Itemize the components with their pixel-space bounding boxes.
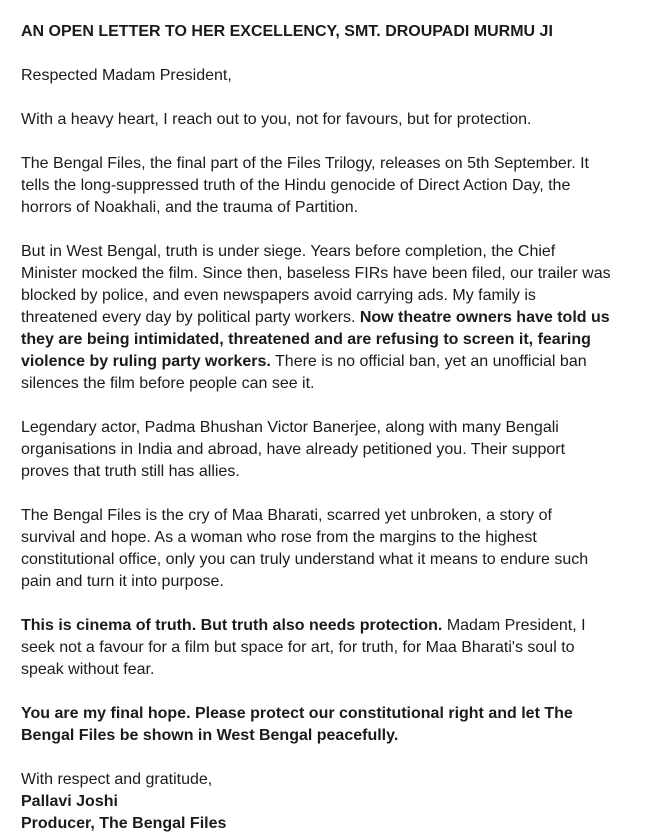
- paragraph-line: Minister mocked the film. Since then, baseless FIRs have been filed, our trailer was: [21, 265, 611, 282]
- siege-paragraph: [21, 241, 641, 395]
- paragraph-line: seek not a favour for a film but space for art, for truth, for Maa Bharati's soul to: [21, 639, 575, 656]
- paragraph-line: Madam President, I: [442, 617, 586, 634]
- maa-bharati-paragraph: [21, 505, 641, 593]
- support-paragraph: [21, 417, 641, 483]
- release-paragraph: [21, 153, 641, 219]
- emphasis-text: Bengal Files be shown in West Bengal peacefully.: [21, 727, 399, 744]
- paragraph-line: The Bengal Files is the cry of Maa Bharati, scarred yet unbroken, a story of: [21, 507, 552, 524]
- salutation: Respected Madam President,: [21, 67, 232, 84]
- signature-title: Producer, The Bengal Files: [21, 815, 227, 832]
- open-letter: [21, 21, 641, 835]
- emphasis-text: violence by ruling party workers.: [21, 353, 271, 370]
- paragraph-line: silences the film before people can see it.: [21, 375, 315, 392]
- paragraph-line: organisations in India and abroad, have already petitioned you. Their support: [21, 441, 566, 458]
- paragraph-line: proves that truth still has allies.: [21, 463, 240, 480]
- paragraph-line: speak without fear.: [21, 661, 155, 678]
- signature-name: Pallavi Joshi: [21, 793, 118, 810]
- paragraph-line: constitutional office, only you can truly understand what it means to endure such: [21, 551, 589, 568]
- emphasis-text: Now theatre owners have told us: [359, 309, 610, 326]
- paragraph-line: There is no official ban, yet an unofficial ban: [270, 353, 587, 370]
- final-hope-paragraph: [21, 703, 641, 747]
- emphasis-text: You are my final hope. Please protect our constitutional right and let The: [21, 705, 573, 722]
- emphasis-text: This is cinema of truth. But truth also needs protection.: [21, 617, 443, 634]
- emphasis-text: they are being intimidated, threatened and are refusing to screen it, fearing: [21, 331, 591, 348]
- paragraph-line: tells the long-suppressed truth of the Hindu genocide of Direct Action Day, the: [21, 177, 571, 194]
- paragraph-line: pain and turn it into purpose.: [21, 573, 224, 590]
- signoff: [21, 769, 641, 835]
- closing-line: With respect and gratitude,: [21, 771, 213, 788]
- letter-title: AN OPEN LETTER TO HER EXCELLENCY, SMT. DROUPADI MURMU JI: [21, 23, 553, 40]
- paragraph-line: threatened every day by political party workers.: [21, 309, 360, 326]
- paragraph-line: The Bengal Files, the final part of the Files Trilogy, releases on 5th September. It: [21, 155, 589, 172]
- paragraph-line: survival and hope. As a woman who rose from the margins to the highest: [21, 529, 537, 546]
- paragraph-line: But in West Bengal, truth is under siege. Years before completion, the Chief: [21, 243, 556, 260]
- paragraph-line: Legendary actor, Padma Bhushan Victor Banerjee, along with many Bengali: [21, 419, 559, 436]
- cinema-of-truth-paragraph: [21, 615, 641, 681]
- paragraph-line: blocked by police, and even newspapers avoid carrying ads. My family is: [21, 287, 536, 304]
- paragraph-line: horrors of Noakhali, and the trauma of Partition.: [21, 199, 359, 216]
- intro-paragraph: With a heavy heart, I reach out to you, not for favours, but for protection.: [21, 111, 532, 128]
